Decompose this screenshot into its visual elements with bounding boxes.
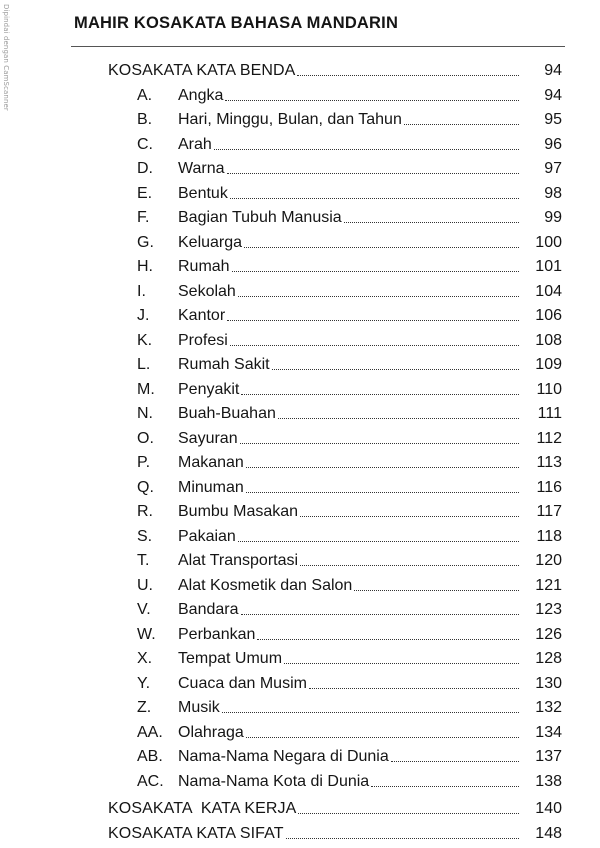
dot-leader (286, 838, 519, 839)
toc-page-number: 137 (535, 748, 562, 765)
toc-page-number: 118 (536, 527, 562, 545)
toc-entry-title: Hari, Minggu, Bulan, dan Tahun (178, 111, 402, 128)
toc-entry-title: Rumah Sakit (178, 356, 270, 373)
dot-leader (246, 737, 519, 738)
toc-entry-letter: Q. (137, 478, 154, 496)
dot-leader (297, 75, 519, 76)
toc-entry[interactable] (137, 546, 562, 570)
toc-entry-letter: G. (137, 233, 154, 251)
toc-entry-title: Bandara (178, 601, 239, 618)
toc-entry[interactable] (137, 399, 562, 423)
toc-page-number: 132 (535, 699, 562, 716)
toc-entry-letter: C. (137, 135, 153, 153)
dot-leader (246, 467, 519, 468)
toc-entry-title: Cuaca dan Musim (178, 674, 307, 692)
dot-leader (238, 296, 519, 297)
toc-entry-title: Perbankan (178, 625, 256, 643)
toc-page-number: 140 (535, 800, 562, 817)
dot-leader (354, 590, 519, 591)
toc-entry[interactable] (137, 203, 562, 227)
toc-page-number: 111 (537, 405, 562, 422)
toc-entry[interactable] (137, 620, 562, 644)
toc-page-number: 94 (544, 62, 562, 79)
toc-entry-title: Minuman (178, 478, 244, 496)
toc-entry-letter: Y. (137, 674, 151, 692)
toc-entry-letter: E. (137, 184, 153, 202)
toc-page-number: 117 (536, 503, 562, 520)
toc-entry-title: Bentuk (178, 184, 228, 202)
toc-page-number: 94 (544, 86, 562, 104)
toc-page-number: 110 (536, 380, 562, 398)
dot-leader (227, 320, 519, 321)
toc-entry-letter: H. (137, 258, 153, 275)
toc-entry-title: Sayuran (178, 429, 238, 447)
toc-entry-letter: M. (137, 380, 155, 398)
toc-section-kata-sifat[interactable] (108, 819, 562, 843)
toc-entry-letter: I. (137, 282, 146, 300)
dot-leader (246, 492, 519, 493)
toc-entry-letter: AB. (137, 748, 163, 765)
toc-page-number: 148 (535, 824, 562, 842)
dot-leader (238, 541, 519, 542)
toc-page-number: 121 (535, 576, 562, 594)
toc-entry-title: Alat Transportasi (178, 552, 299, 569)
toc-entry-title: Rumah (178, 258, 230, 275)
toc-entry-letter: S. (137, 527, 153, 545)
toc-page-number: 130 (535, 674, 562, 692)
dot-leader (225, 100, 519, 101)
toc-section-title: KOSAKATA KATA BENDA (108, 62, 296, 79)
dot-leader (309, 688, 519, 689)
toc-page-number: 128 (535, 650, 562, 667)
toc-entry-letter: L. (137, 356, 151, 373)
toc-entry-title: Nama-Nama Kota di Dunia (178, 772, 370, 790)
toc-section-kata-benda[interactable] (108, 56, 562, 80)
toc-entry-title: Olahraga (178, 723, 244, 741)
toc-page-number: 101 (535, 258, 562, 275)
toc-entry[interactable] (137, 522, 562, 546)
toc-page-number: 113 (536, 454, 562, 471)
toc-section-title: KOSAKATA KATA SIFAT (108, 824, 284, 842)
toc-entry[interactable] (137, 693, 562, 717)
toc-entry-letter: T. (137, 552, 150, 569)
dot-leader (404, 124, 519, 125)
toc-entry-title: Warna (178, 160, 225, 177)
dot-leader (241, 394, 519, 395)
toc-entry-letter: X. (137, 650, 153, 667)
toc-entry[interactable] (137, 448, 562, 472)
dot-leader (371, 786, 519, 787)
toc-page-number: 98 (544, 184, 562, 202)
toc-page-number: 116 (536, 478, 562, 496)
page-header-title: MAHIR KOSAKATA BAHASA MANDARIN (74, 14, 399, 32)
toc-entry[interactable] (137, 154, 562, 178)
toc-entry-letter: Z. (137, 699, 152, 716)
toc-entry-title: Nama-Nama Negara di Dunia (178, 748, 389, 765)
dot-leader (222, 712, 519, 713)
toc-entry[interactable] (137, 179, 562, 203)
toc-entry[interactable] (137, 742, 562, 766)
toc-entry-letter: V. (137, 601, 151, 618)
dot-leader (391, 761, 519, 762)
toc-entry-title: Musik (178, 699, 220, 716)
toc-entry[interactable] (137, 277, 562, 301)
toc-page-number: 112 (536, 429, 562, 447)
toc-entry[interactable] (137, 669, 562, 693)
dot-leader (230, 345, 519, 346)
toc-page-number: 96 (544, 135, 562, 153)
toc-entry-letter: AC. (137, 772, 164, 790)
toc-page-number: 123 (535, 601, 562, 618)
toc-entry[interactable] (137, 326, 562, 350)
dot-leader (284, 663, 519, 664)
toc-page-number: 109 (535, 356, 562, 373)
dot-leader (257, 639, 519, 640)
toc-entry[interactable] (137, 228, 562, 252)
dot-leader (278, 418, 519, 419)
dot-leader (230, 198, 519, 199)
toc-entry[interactable] (137, 81, 562, 105)
toc-page-number: 99 (544, 209, 562, 226)
dot-leader (300, 516, 519, 517)
scanner-watermark: Dipindai dengan CamScanner (2, 4, 10, 111)
toc-entry-title: Penyakit (178, 380, 240, 398)
toc-entry[interactable] (137, 767, 562, 791)
toc-entry-title: Arah (178, 135, 212, 153)
toc-page-number: 95 (544, 111, 562, 128)
toc-entry-title: Makanan (178, 454, 244, 471)
toc-entry[interactable] (137, 130, 562, 154)
dot-leader (227, 173, 519, 174)
toc-entry[interactable] (137, 375, 562, 399)
toc-page-number: 104 (535, 282, 562, 300)
toc-entry-letter: F. (137, 209, 150, 226)
toc-entry-letter: A. (137, 86, 153, 104)
toc-entry-letter: AA. (137, 723, 163, 741)
toc-page-number: 126 (535, 625, 562, 643)
toc-entry[interactable] (137, 644, 562, 668)
dot-leader (241, 614, 520, 615)
toc-entry-letter: D. (137, 160, 153, 177)
toc-entry-letter: R. (137, 503, 153, 520)
toc-page-number: 138 (535, 772, 562, 790)
dot-leader (214, 149, 519, 150)
toc-entry-title: Kantor (178, 307, 226, 324)
toc-entry[interactable] (137, 473, 562, 497)
toc-entry-title: Bagian Tubuh Manusia (178, 209, 342, 226)
toc-entry-title: Tempat Umum (178, 650, 283, 667)
toc-page-number: 97 (544, 160, 562, 177)
toc-entry[interactable] (137, 350, 562, 374)
toc-entry-letter: U. (137, 576, 153, 594)
toc-entry-letter: K. (137, 331, 153, 349)
toc-page-number: 100 (535, 233, 562, 251)
toc-entry-title: Sekolah (178, 282, 236, 300)
toc-entry-title: Bumbu Masakan (178, 503, 299, 520)
toc-entry[interactable] (137, 252, 562, 276)
toc-page-number: 108 (535, 331, 562, 349)
dot-leader (300, 565, 519, 566)
toc-entry[interactable] (137, 718, 562, 742)
toc-entry[interactable] (137, 105, 562, 129)
dot-leader (344, 222, 519, 223)
toc-page-number: 134 (535, 723, 562, 741)
toc-entry-letter: P. (137, 454, 151, 471)
toc-section-kata-kerja[interactable] (108, 794, 562, 818)
toc-entry-letter: W. (137, 625, 156, 643)
toc-entry-letter: O. (137, 429, 154, 447)
toc-entry[interactable] (137, 301, 562, 325)
toc-entry-title: Alat Kosmetik dan Salon (178, 576, 353, 594)
toc-entry[interactable] (137, 571, 562, 595)
toc-entry[interactable] (137, 424, 562, 448)
toc-page-number: 106 (535, 307, 562, 324)
toc-entry[interactable] (137, 497, 562, 521)
header-divider (71, 46, 565, 47)
toc-entry-title: Profesi (178, 331, 228, 349)
toc-entry-title: Pakaian (178, 527, 236, 545)
dot-leader (244, 247, 519, 248)
toc-page-number: 120 (535, 552, 562, 569)
toc-entry-title: Keluarga (178, 233, 243, 251)
toc-entry-letter: B. (137, 111, 153, 128)
dot-leader (298, 813, 519, 814)
toc-entry[interactable] (137, 595, 562, 619)
dot-leader (240, 443, 519, 444)
dot-leader (272, 369, 519, 370)
toc-entry-letter: N. (137, 405, 153, 422)
dot-leader (232, 271, 519, 272)
toc-entry-title: Buah-Buahan (178, 405, 276, 422)
toc-entry-letter: J. (137, 307, 150, 324)
toc-section-title: KOSAKATA KATA KERJA (108, 800, 297, 817)
toc-entry-title: Angka (178, 86, 224, 104)
